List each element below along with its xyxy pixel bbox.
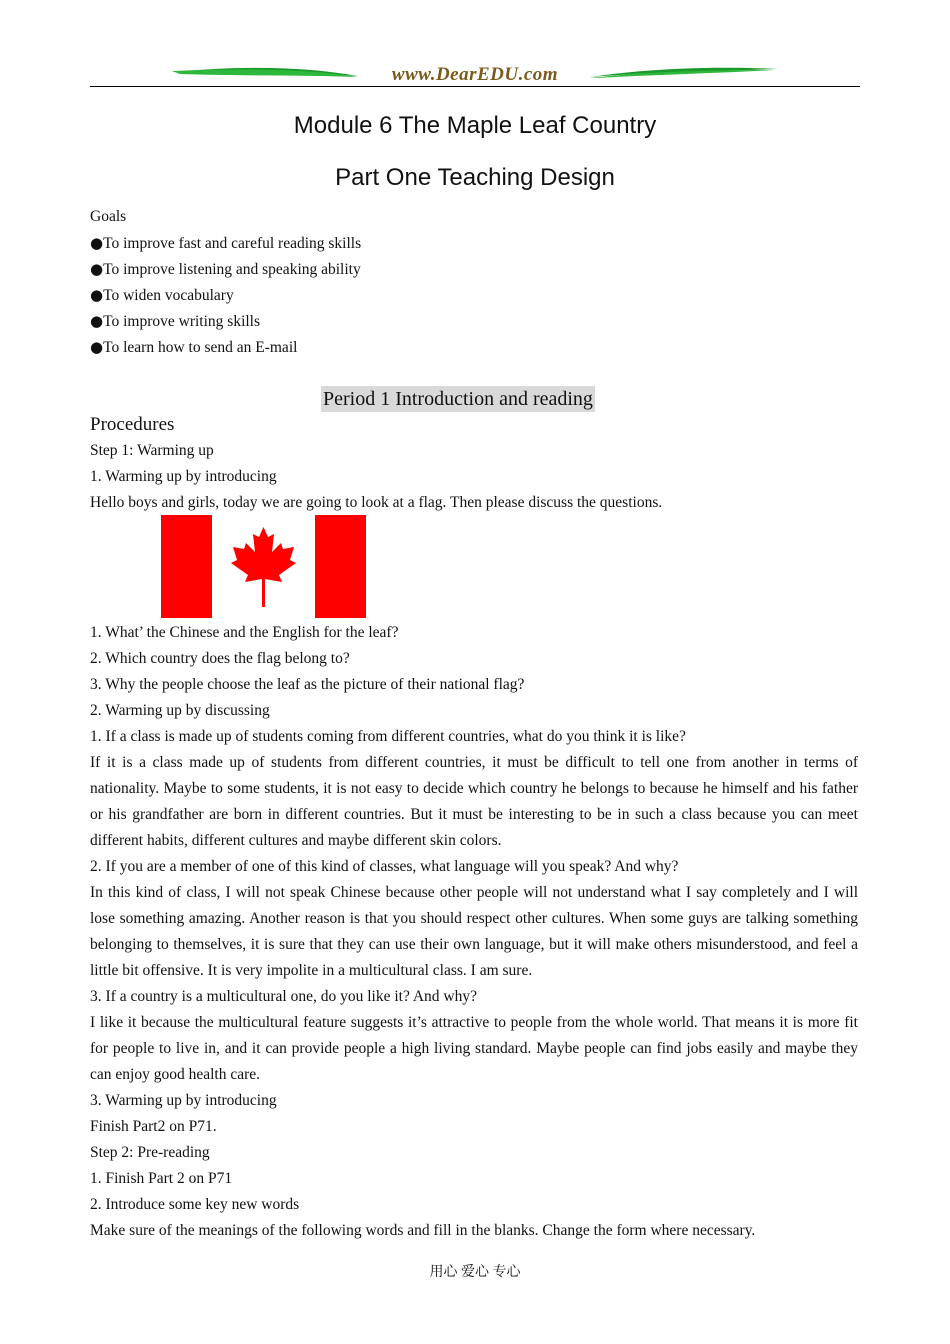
goal-item — [90, 259, 361, 280]
prereading-instruction: Make sure of the meanings of the following words and fill in the blanks. Change the form where necessary. — [90, 1222, 756, 1239]
discussion-question-2: 2. If you are a member of one of this kind of classes, what language will you speak? And why? — [90, 858, 679, 875]
step1-heading: Step 1: Warming up — [90, 442, 214, 459]
warmup2-heading: 2. Warming up by discussing — [90, 702, 270, 719]
step2-heading: Step 2: Pre-reading — [90, 1144, 210, 1161]
discussion-question-1: 1. If a class is made up of students coming from different countries, what do you think it is like? — [90, 728, 686, 745]
header-logo-text: www.DearEDU.com — [391, 64, 559, 85]
discussion-answer-2: In this kind of class, I will not speak Chinese because other people will not understand what I say completely and I will lose something amazing. Another reason is that you should respect other cultures. When some guys are talking something belonging to themselves, it is sure that they can use their own language, but it will make others misunderstood, and feel a little bit offensive. It is very impolite in a multicultural class. I am sure. — [90, 884, 858, 979]
discussion-answer-1: If it is a class made up of students from different countries, it must be difficult to tell one from another in terms of nationality. Maybe to some students, it is not easy to decide which country he belongs to because he himself and his father or his grandfather are born in different countries. But it must be interesting to be in such a class because you can meet different habits, different cultures and maybe different skin colors. — [90, 754, 858, 849]
goal-text: To learn how to send an E-mail — [103, 339, 298, 356]
goals-heading: Goals — [90, 208, 127, 225]
flag-left-band — [161, 515, 212, 618]
procedures-heading: Procedures — [90, 414, 175, 435]
flag-right-band — [315, 515, 366, 618]
header-rule — [90, 86, 860, 87]
goal-item — [90, 337, 297, 358]
page-title: Module 6 The Maple Leaf Country — [293, 112, 657, 139]
discussion-question-3: 3. If a country is a multicultural one, do you like it? And why? — [90, 988, 477, 1005]
prereading-item-2: 2. Introduce some key new words — [90, 1196, 300, 1213]
goal-text: To widen vocabulary — [103, 287, 234, 304]
goal-text: To improve listening and speaking ability — [103, 261, 361, 278]
bullet-icon: ● — [90, 338, 104, 356]
finish-part2-text: Finish Part2 on P71. — [90, 1118, 217, 1135]
goal-item — [90, 285, 234, 306]
bullet-icon: ● — [90, 286, 104, 304]
goal-text: To improve writing skills — [103, 313, 261, 330]
flag-question: 1. What’ the Chinese and the English for the leaf? — [90, 624, 399, 641]
bullet-icon: ● — [90, 260, 104, 278]
page-subtitle: Part One Teaching Design — [335, 164, 615, 191]
flag-question: 2. Which country does the flag belong to? — [90, 650, 350, 667]
discussion-answer-3: I like it because the multicultural feature suggests it’s attractive to people from the whole world. That means it is more fit for people to live in, and it can provide people a high living standard. Maybe people can find jobs easily and maybe they can enjoy good health care. — [90, 1014, 858, 1083]
bullet-icon: ● — [90, 234, 104, 252]
goal-item — [90, 311, 260, 332]
flag-question: 3. Why the people choose the leaf as the picture of their national flag? — [90, 676, 525, 693]
intro-sentence: Hello boys and girls, today we are going to look at a flag. Then please discuss the questions. — [90, 494, 663, 511]
bullet-icon: ● — [90, 312, 104, 330]
period-heading: Period 1 Introduction and reading — [323, 388, 593, 410]
page-footer: 用心 爱心 专心 — [429, 1265, 521, 1280]
warmup3-heading: 3. Warming up by introducing — [90, 1092, 277, 1109]
page-header — [90, 60, 860, 90]
goal-text: To improve fast and careful reading skills — [103, 235, 362, 252]
warmup1-heading: 1. Warming up by introducing — [90, 468, 277, 485]
goal-item — [90, 233, 361, 254]
canada-flag-icon — [161, 515, 366, 618]
prereading-item-1: 1. Finish Part 2 on P71 — [90, 1170, 233, 1187]
